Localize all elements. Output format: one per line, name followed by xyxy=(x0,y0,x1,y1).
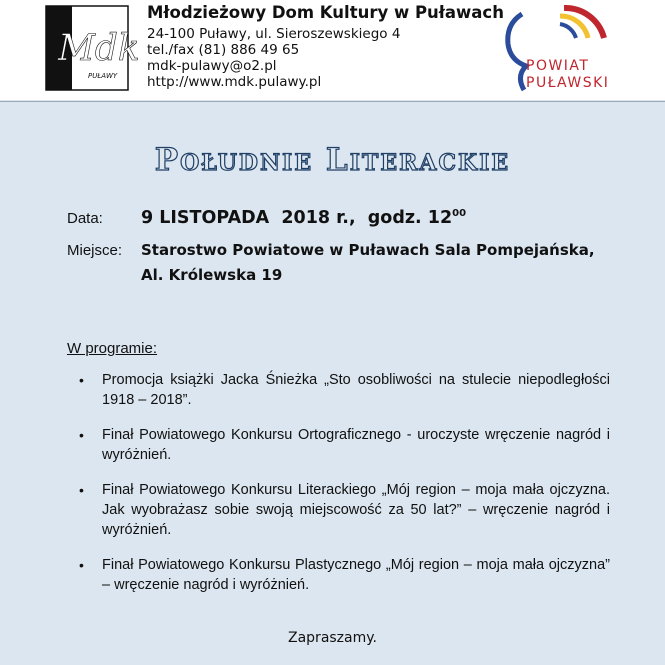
hour-superscript: 00 xyxy=(452,208,467,219)
program-item: Finał Powiatowego Konkursu Ortograficznego - uroczyste wręczenie nagród i wyróżnień. xyxy=(102,427,610,463)
program-item: Finał Powiatowego Konkursu Literackiego „Mój region – moja mała ojczyzna. Jak wyobrażasz sobie swoją miejscowość za 50 lat?” – wręczenie nagród i wyróżnień. xyxy=(102,482,610,538)
place-label: Miejsce: xyxy=(67,242,123,259)
program-heading: W programie: xyxy=(67,340,158,357)
program-item: Promocja książki Jacka Śnieżka „Sto osobliwości na stulecie niepodległości 1918 – 2018”. xyxy=(102,372,610,408)
org-name: Młodzieżowy Dom Kultury w Puławach xyxy=(147,3,504,22)
org-website[interactable]: http://www.mdk.pulawy.pl xyxy=(147,74,322,90)
place-line2: Al. Królewska 19 xyxy=(141,266,283,284)
program-item: Finał Powiatowego Konkursu Plastycznego „Mój region – moja mała ojczyzna” – wręczenie nagród i wyróżnień. xyxy=(102,557,610,593)
date-value xyxy=(141,208,466,228)
powiat-label-line2: PUŁAWSKI xyxy=(526,75,610,91)
date-row xyxy=(67,208,466,228)
date-text: 9 LISTOPADA 2018 r., godz. 12 xyxy=(141,208,453,228)
org-email[interactable]: mdk-pulawy@o2.pl xyxy=(147,58,277,74)
powiat-label-line1: POWIAT xyxy=(526,58,590,74)
page-title: Południe Literackie xyxy=(154,142,511,178)
header-divider xyxy=(0,101,665,102)
mdk-logo-subtext: PUŁAWY xyxy=(88,72,118,80)
place-row-2 xyxy=(141,266,282,285)
org-phone: tel./fax (81) 886 49 65 xyxy=(147,42,300,58)
place-row xyxy=(67,241,595,260)
closing-text: Zapraszamy. xyxy=(288,630,377,646)
bullet-marker: • xyxy=(79,557,84,573)
letterhead xyxy=(0,0,665,100)
bullet-marker: • xyxy=(79,482,84,498)
bullet-marker: • xyxy=(79,372,84,388)
mdk-logo-text: Mdk xyxy=(58,28,140,69)
place-line1: Starostwo Powiatowe w Puławach Sala Pompejańska, xyxy=(141,241,595,259)
mdk-logo xyxy=(40,4,140,92)
date-label: Data: xyxy=(67,210,103,227)
bullet-marker: • xyxy=(79,427,84,443)
org-address: 24-100 Puławy, ul. Sieroszewskiego 4 xyxy=(147,26,401,42)
